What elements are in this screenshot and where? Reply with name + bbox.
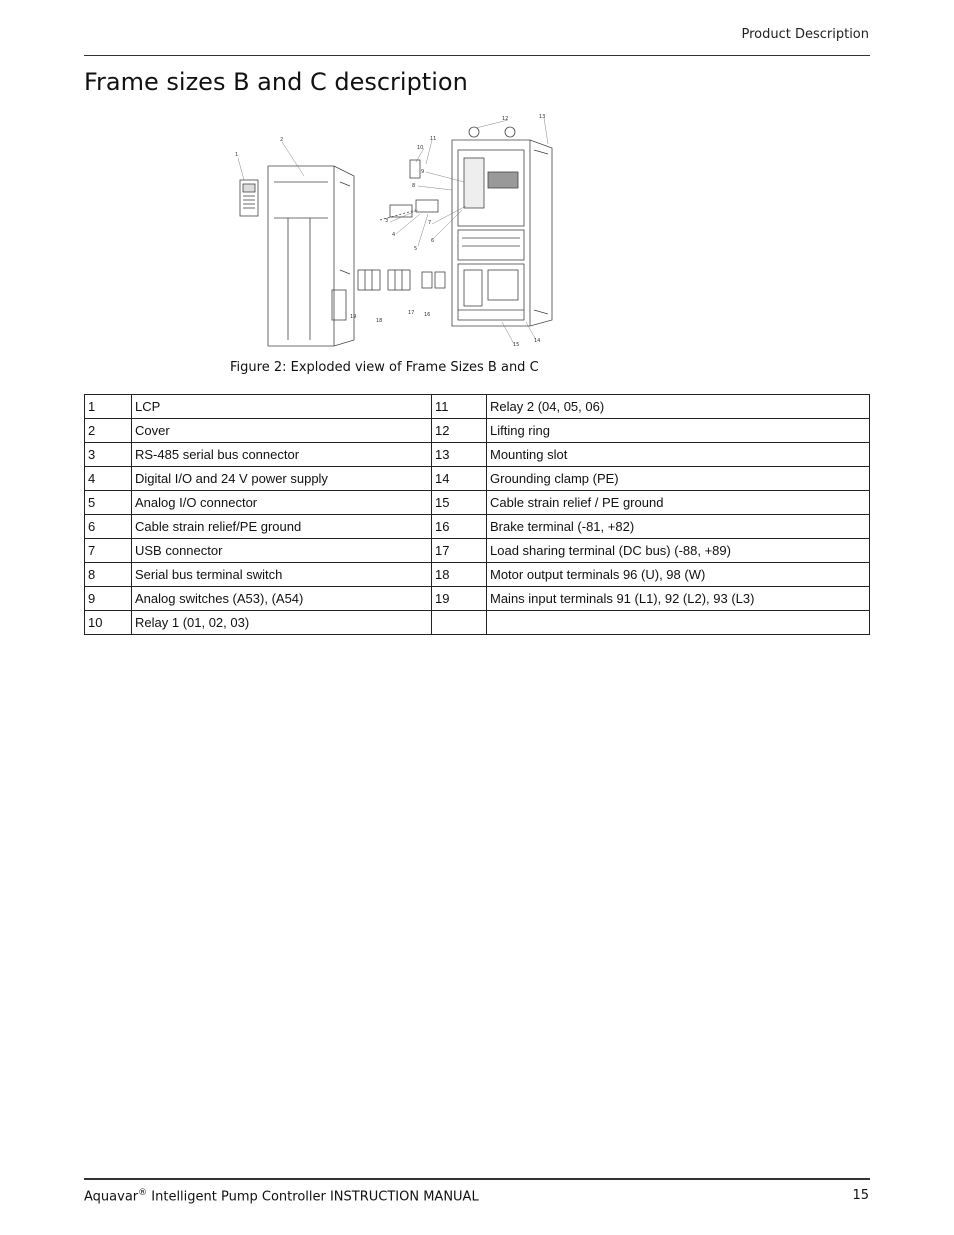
table-cell: Mains input terminals 91 (L1), 92 (L2), 93 (L3)	[487, 587, 870, 611]
table-row	[85, 467, 870, 491]
table-cell: Analog I/O connector	[132, 491, 432, 515]
table-cell: 4	[85, 467, 132, 491]
table-cell: 17	[432, 539, 487, 563]
table-row	[85, 419, 870, 443]
table-cell: 10	[85, 611, 132, 635]
table-cell: 14	[432, 467, 487, 491]
table-cell: Mounting slot	[487, 443, 870, 467]
callout-18: 18	[376, 318, 383, 324]
connectors	[380, 160, 438, 220]
table-row	[85, 587, 870, 611]
footer-manual-title	[84, 1188, 479, 1204]
table-cell: 19	[432, 587, 487, 611]
running-header: Product Description	[741, 27, 869, 42]
callout-5: 5	[414, 246, 418, 252]
table-cell: 1	[85, 395, 132, 419]
table-cell: USB connector	[132, 539, 432, 563]
table-cell: 7	[85, 539, 132, 563]
cover-part	[268, 166, 357, 346]
figure-caption: Figure 2: Exploded view of Frame Sizes B and C	[230, 360, 539, 375]
table-cell: 18	[432, 563, 487, 587]
exploded-view-drawing	[230, 110, 560, 350]
callout-15: 15	[513, 342, 520, 348]
table-cell: Serial bus terminal switch	[132, 563, 432, 587]
table-cell	[432, 611, 487, 635]
table-cell: Load sharing terminal (DC bus) (-88, +89)	[487, 539, 870, 563]
callout-1: 1	[235, 152, 239, 158]
callout-19: 19	[350, 314, 357, 320]
page-title: Frame sizes B and C description	[84, 68, 468, 96]
callout-10: 10	[417, 145, 424, 151]
table-row	[85, 611, 870, 635]
callout-9: 9	[421, 169, 425, 175]
footer-brand: Aquavar	[84, 1189, 139, 1205]
footer-rule	[84, 1178, 870, 1180]
table-cell: 3	[85, 443, 132, 467]
footer-text: Intelligent Pump Controller INSTRUCTION MANUAL	[147, 1189, 479, 1205]
table-cell: Brake terminal (-81, +82)	[487, 515, 870, 539]
table-cell: Relay 1 (01, 02, 03)	[132, 611, 432, 635]
table-row	[85, 395, 870, 419]
table-cell: 16	[432, 515, 487, 539]
table-cell: 6	[85, 515, 132, 539]
callout-3: 3	[385, 218, 389, 224]
table-cell: 8	[85, 563, 132, 587]
table-cell: 15	[432, 491, 487, 515]
exploded-view-figure	[230, 110, 560, 350]
table-cell: 2	[85, 419, 132, 443]
table-cell: 12	[432, 419, 487, 443]
table-row	[85, 443, 870, 467]
table-cell: Relay 2 (04, 05, 06)	[487, 395, 870, 419]
table-cell: Analog switches (A53), (A54)	[132, 587, 432, 611]
table-row	[85, 491, 870, 515]
table-cell: Cable strain relief / PE ground	[487, 491, 870, 515]
table-cell: Grounding clamp (PE)	[487, 467, 870, 491]
table-cell: 9	[85, 587, 132, 611]
callout-11: 11	[430, 136, 437, 142]
callout-17: 17	[408, 310, 415, 316]
table-cell: LCP	[132, 395, 432, 419]
callout-13: 13	[539, 114, 546, 120]
callout-12: 12	[502, 116, 509, 122]
callout-16: 16	[424, 312, 431, 318]
drive-body	[452, 127, 552, 326]
legend-table	[84, 394, 870, 635]
callout-7: 7	[428, 220, 432, 226]
table-cell: RS-485 serial bus connector	[132, 443, 432, 467]
callout-4: 4	[392, 232, 396, 238]
table-cell: Digital I/O and 24 V power supply	[132, 467, 432, 491]
table-row	[85, 515, 870, 539]
registered-mark: ®	[138, 1188, 148, 1198]
callout-6: 6	[431, 238, 435, 244]
table-cell: 13	[432, 443, 487, 467]
callout-14: 14	[534, 338, 541, 344]
table-cell	[487, 611, 870, 635]
callout-8: 8	[412, 183, 416, 189]
table-cell: Motor output terminals 96 (U), 98 (W)	[487, 563, 870, 587]
callout-2: 2	[280, 137, 284, 143]
table-cell: Cover	[132, 419, 432, 443]
table-cell: 5	[85, 491, 132, 515]
table-row	[85, 539, 870, 563]
table-cell: 11	[432, 395, 487, 419]
table-cell: Cable strain relief/PE ground	[132, 515, 432, 539]
table-cell: Lifting ring	[487, 419, 870, 443]
header-rule	[84, 55, 870, 56]
page-number: 15	[852, 1188, 869, 1203]
table-row	[85, 563, 870, 587]
